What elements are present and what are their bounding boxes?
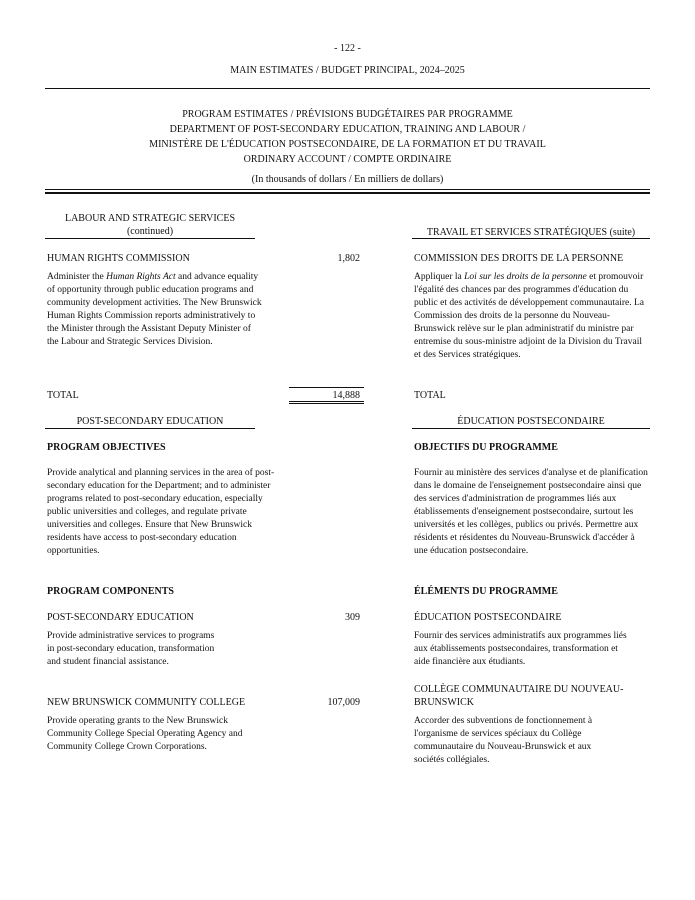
units-note: (In thousands of dollars / En milliers de dollars) [251,174,444,185]
program-estimates-title: PROGRAM ESTIMATES / PRÉVISIONS BUDGÉTAIRES PAR PROGRAMME [182,109,513,120]
component-2-title-fr: COLLÈGE COMMUNAUTAIRE DU NOUVEAU-BRUNSWICK [414,684,624,708]
header-double-rule-top [45,189,650,190]
component-2-desc-en: Provide operating grants to the New Brunswick Community College Special Operating Agency and Community College Crown Corporations. [47,716,243,752]
pse-heading-fr-rule [412,428,650,429]
item-title-en: HUMAN RIGHTS COMMISSION [47,253,190,264]
component-1-amount: 309 [345,612,360,623]
header-double-rule-bottom [45,192,650,194]
item-description-en: Administer the Human Rights Act and advance equality of opportunity through public education programs and community development activities. The New Brunswick Human Rights Commission reports administratively to the Minister through the Assistant Deputy Minister of the Labour and Strategic Services Division. [47,272,262,347]
component-1-title-fr: ÉDUCATION POSTSECONDAIRE [414,612,562,623]
header-rule [45,88,650,89]
components-heading-en: PROGRAM COMPONENTS [47,586,174,597]
objectives-text-fr: Fournir au ministère des services d'analyse et de planification dans le domaine de l'enseignement postsecondaire ainsi que des services d'administration de programmes liés aux établissements d'enseignement postsecondaire, surtout les universités et les collèges, publics ou privés. Permettre aux résidents et résidentes du Nouveau-Brunswick d'accéder à une éducation postsecondaire. [414,468,648,556]
account-type: ORDINARY ACCOUNT / COMPTE ORDINAIRE [243,154,452,165]
section-heading-fr-rule [412,238,650,239]
total-double-rule-2 [289,403,364,404]
item-title-fr: COMMISSION DES DROITS DE LA PERSONNE [414,253,624,264]
components-heading-fr: ÉLÉMENTS DU PROGRAMME [414,586,558,597]
objectives-text-en: Provide analytical and planning services in the area of post-secondary education for the Department; and to administer programs related to post-secondary education, especially public universities and colleges, and regulate private universities and colleges. Ensure that New Brunswick residents have access to post-secondary education opportunities. [47,468,275,556]
component-1-desc-fr: Fournir des services administratifs aux programmes liés aux établissements postsecondaires, transformation et aide financière aux étudiants. [414,631,627,667]
total-label-en: TOTAL [47,390,79,401]
document-title: MAIN ESTIMATES / BUDGET PRINCIPAL, 2024–2025 [230,65,465,76]
department-name-en: DEPARTMENT OF POST-SECONDARY EDUCATION, TRAINING AND LABOUR / [169,124,526,135]
page-number: - 122 - [334,43,361,54]
pse-heading-en: POST-SECONDARY EDUCATION [76,416,224,427]
total-amount: 14,888 [332,390,360,401]
section-heading-en-rule [45,238,255,239]
total-double-rule-1 [289,401,364,402]
component-2-title-en: NEW BRUNSWICK COMMUNITY COLLEGE [47,697,246,708]
department-name-fr: MINISTÈRE DE L'ÉDUCATION POSTSECONDAIRE, DE LA FORMATION ET DU TRAVAIL [149,139,546,150]
objectives-heading-en: PROGRAM OBJECTIVES [47,442,166,453]
total-rule-top [289,387,364,388]
section-heading-fr: TRAVAIL ET SERVICES STRATÉGIQUES (suite) [426,227,636,238]
component-1-title-en: POST-SECONDARY EDUCATION [47,612,194,623]
section-heading-en: LABOUR AND STRATEGIC SERVICES (continued) [64,213,236,237]
component-2-desc-fr: Accorder des subventions de fonctionnement à l'organisme de services spéciaux du Collège communautaire du Nouveau-Brunswick et aux sociétés collégiales. [414,716,593,765]
total-label-fr: TOTAL [414,390,446,401]
component-1-desc-en: Provide administrative services to programs in post-secondary education, transformation and student financial assistance. [47,631,215,667]
pse-heading-fr: ÉDUCATION POSTSECONDAIRE [457,416,605,427]
pse-heading-en-rule [45,428,255,429]
component-2-amount: 107,009 [327,697,360,708]
objectives-heading-fr: OBJECTIFS DU PROGRAMME [414,442,558,453]
item-amount: 1,802 [337,253,360,264]
item-description-fr: Appliquer la Loi sur les droits de la personne et promouvoir l'égalité des chances par des programmes d'éducation du public et des activités de développement communautaire. La Commission des droits de la personne du Nouveau-Brunswick relève sur le plan administratif du ministre par entremise du sous-ministre adjoint de la Division du Travail et des Services stratégiques. [414,272,645,360]
